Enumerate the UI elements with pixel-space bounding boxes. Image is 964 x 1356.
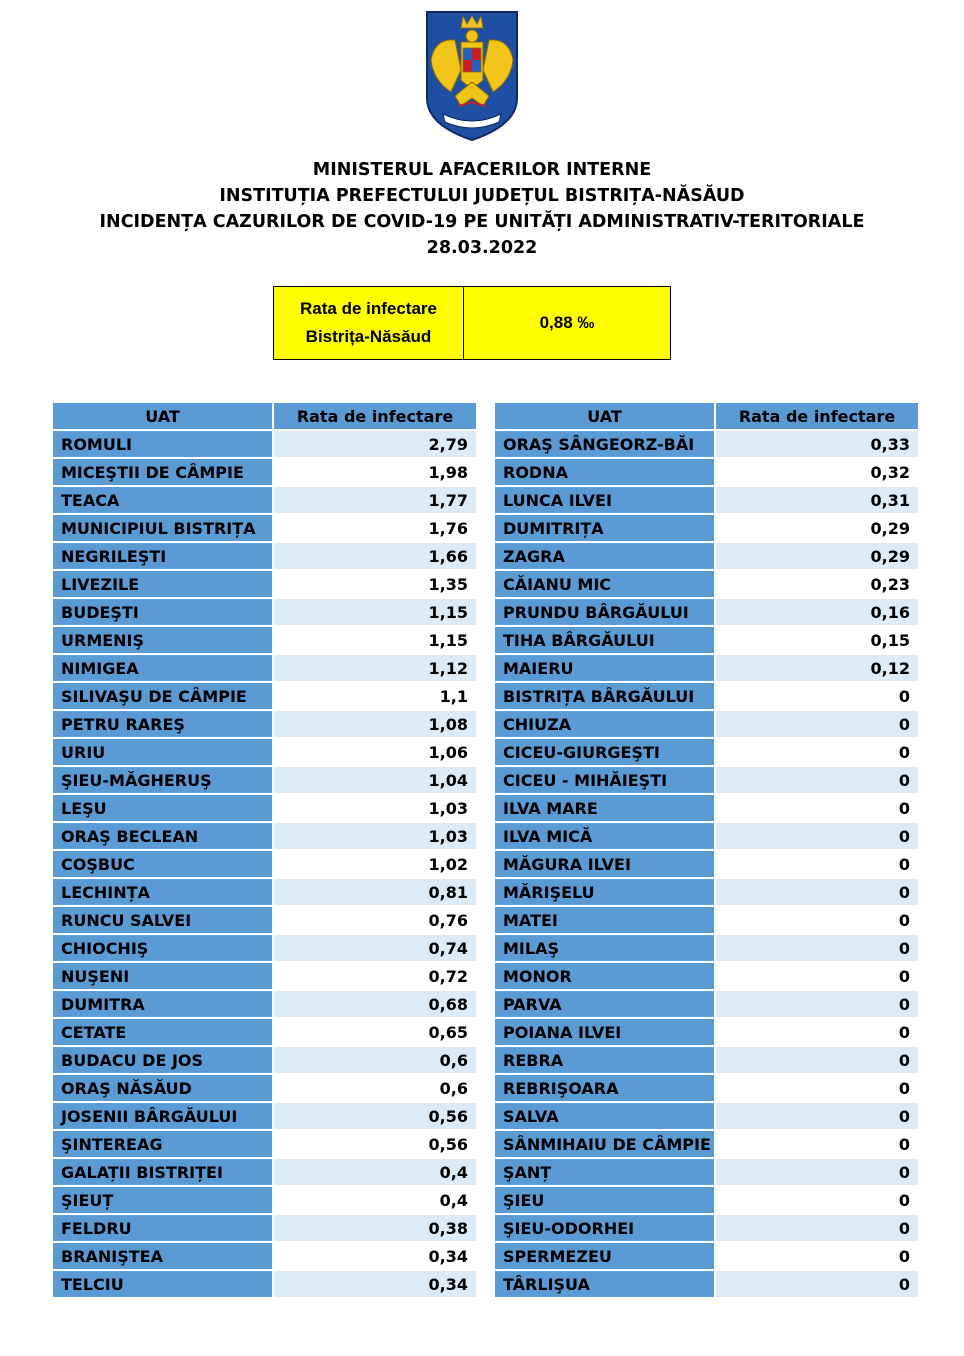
- uat-name-cell: CETATE: [53, 1018, 273, 1046]
- uat-name-cell: RODNA: [495, 458, 715, 486]
- infection-rate-cell: 0: [715, 1102, 918, 1130]
- uat-name-cell: MICEŞTII DE CÂMPIE: [53, 458, 273, 486]
- uat-name-cell: RUNCU SALVEI: [53, 906, 273, 934]
- uat-name-cell: BUDEŞTI: [53, 598, 273, 626]
- column-header-rate: Rata de infectare: [273, 403, 476, 430]
- uat-name-cell: CICEU - MIHĂIEŞTI: [495, 766, 715, 794]
- table-row: [53, 990, 476, 1018]
- infection-rate-cell: 0: [715, 990, 918, 1018]
- uat-name-cell: NIMIGEA: [53, 654, 273, 682]
- uat-name-cell: MUNICIPIUL BISTRIȚA: [53, 514, 273, 542]
- uat-name-cell: ORAŞ NĂSĂUD: [53, 1074, 273, 1102]
- infection-rate-cell: 0: [715, 1074, 918, 1102]
- table-row: [53, 1074, 476, 1102]
- uat-name-cell: URMENIŞ: [53, 626, 273, 654]
- uat-name-cell: BUDACU DE JOS: [53, 1046, 273, 1074]
- infection-rate-cell: 1,12: [273, 654, 476, 682]
- infection-rate-cell: 0,38: [273, 1214, 476, 1242]
- table-row: [53, 682, 476, 710]
- table-row: [495, 1018, 918, 1046]
- report-title: INCIDENȚA CAZURILOR DE COVID-19 PE UNITĂȚI ADMINISTRATIV-TERITORIALE: [99, 212, 865, 232]
- infection-rate-cell: 0: [715, 850, 918, 878]
- uat-name-cell: PARVA: [495, 990, 715, 1018]
- uat-name-cell: ŞIEU-MĂGHERUŞ: [53, 766, 273, 794]
- table-row: [495, 822, 918, 850]
- uat-name-cell: NEGRILEŞTI: [53, 542, 273, 570]
- uat-name-cell: TIHA BÂRGĂULUI: [495, 626, 715, 654]
- table-row: [495, 794, 918, 822]
- infection-rate-cell: 0: [715, 878, 918, 906]
- infection-rate-cell: 0: [715, 1186, 918, 1214]
- infection-rate-cell: 0,33: [715, 430, 918, 458]
- infection-rate-cell: 1,08: [273, 710, 476, 738]
- table-row: [53, 850, 476, 878]
- infection-rate-cell: 0,56: [273, 1130, 476, 1158]
- infection-rate-cell: 1,06: [273, 738, 476, 766]
- table-row: [495, 682, 918, 710]
- uat-name-cell: POIANA ILVEI: [495, 1018, 715, 1046]
- infection-rate-cell: 0: [715, 710, 918, 738]
- uat-name-cell: PETRU RAREŞ: [53, 710, 273, 738]
- infection-rate-cell: 0: [715, 682, 918, 710]
- table-row: [53, 934, 476, 962]
- table-row: [53, 878, 476, 906]
- table-row: [495, 1270, 918, 1298]
- uat-name-cell: REBRIŞOARA: [495, 1074, 715, 1102]
- ministry-title: MINISTERUL AFACERILOR INTERNE: [312, 160, 652, 180]
- table-row: [53, 710, 476, 738]
- uat-name-cell: BISTRIȚA BÂRGĂULUI: [495, 682, 715, 710]
- table-row: [53, 1018, 476, 1046]
- infection-rate-cell: 0: [715, 962, 918, 990]
- uat-name-cell: LECHINȚA: [53, 878, 273, 906]
- uat-name-cell: SALVA: [495, 1102, 715, 1130]
- column-header-rate: Rata de infectare: [715, 403, 918, 430]
- infection-rate-cell: 1,03: [273, 822, 476, 850]
- infection-rate-cell: 0,6: [273, 1046, 476, 1074]
- coat-of-arms-emblem: [425, 10, 519, 142]
- infection-rate-cell: 0: [715, 822, 918, 850]
- infection-rate-cell: 0: [715, 738, 918, 766]
- uat-name-cell: TÂRLIŞUA: [495, 1270, 715, 1298]
- infection-rate-cell: 0,31: [715, 486, 918, 514]
- infection-rate-cell: 0,6: [273, 1074, 476, 1102]
- table-row: [53, 626, 476, 654]
- table-row: [495, 626, 918, 654]
- table-row: [495, 878, 918, 906]
- infection-rate-cell: 0,65: [273, 1018, 476, 1046]
- table-row: [53, 1270, 476, 1298]
- uat-name-cell: CHIOCHIŞ: [53, 934, 273, 962]
- infection-rate-cell: 1,15: [273, 598, 476, 626]
- uat-name-cell: PRUNDU BÂRGĂULUI: [495, 598, 715, 626]
- uat-name-cell: LUNCA ILVEI: [495, 486, 715, 514]
- table-header-row: [495, 403, 918, 430]
- table-row: [53, 962, 476, 990]
- uat-name-cell: ŞANȚ: [495, 1158, 715, 1186]
- infection-rate-cell: 0,56: [273, 1102, 476, 1130]
- infection-rate-cell: 0,81: [273, 878, 476, 906]
- table-row: [53, 766, 476, 794]
- table-row: [495, 542, 918, 570]
- table-row: [53, 1242, 476, 1270]
- uat-name-cell: TEACA: [53, 486, 273, 514]
- infection-rate-cell: 2,79: [273, 430, 476, 458]
- uat-name-cell: MĂGURA ILVEI: [495, 850, 715, 878]
- infection-rate-cell: 0,15: [715, 626, 918, 654]
- table-row: [53, 1158, 476, 1186]
- uat-name-cell: FELDRU: [53, 1214, 273, 1242]
- table-row: [495, 934, 918, 962]
- uat-name-cell: MĂRIŞELU: [495, 878, 715, 906]
- table-row: [495, 850, 918, 878]
- table-row: [495, 906, 918, 934]
- table-row: [495, 598, 918, 626]
- uat-name-cell: JOSENII BÂRGĂULUI: [53, 1102, 273, 1130]
- table-row: [53, 1102, 476, 1130]
- uat-name-cell: URIU: [53, 738, 273, 766]
- table-row: [53, 542, 476, 570]
- infection-rate-cell: 0,12: [715, 654, 918, 682]
- infection-rate-cell: 1,35: [273, 570, 476, 598]
- table-row: [53, 794, 476, 822]
- uat-name-cell: MAIERU: [495, 654, 715, 682]
- infection-rate-cell: 0,68: [273, 990, 476, 1018]
- table-row: [495, 430, 918, 458]
- infection-rate-cell: 0,29: [715, 514, 918, 542]
- infection-rate-cell: 0,76: [273, 906, 476, 934]
- infection-rate-cell: 1,1: [273, 682, 476, 710]
- infection-rate-cell: 1,03: [273, 794, 476, 822]
- county-rate-box: [273, 286, 671, 360]
- table-row: [495, 514, 918, 542]
- uat-name-cell: ORAŞ BECLEAN: [53, 822, 273, 850]
- table-row: [495, 1242, 918, 1270]
- table-header-row: [53, 403, 476, 430]
- table-row: [53, 906, 476, 934]
- table-row: [495, 1186, 918, 1214]
- infection-rate-cell: 0,4: [273, 1186, 476, 1214]
- infection-rate-cell: 0: [715, 1270, 918, 1298]
- uat-name-cell: DUMITRIȚA: [495, 514, 715, 542]
- infection-rate-cell: 0,29: [715, 542, 918, 570]
- table-row: [53, 1186, 476, 1214]
- table-row: [53, 598, 476, 626]
- uat-name-cell: DUMITRA: [53, 990, 273, 1018]
- uat-name-cell: ILVA MICĂ: [495, 822, 715, 850]
- uat-name-cell: TELCIU: [53, 1270, 273, 1298]
- table-row: [53, 570, 476, 598]
- infection-rate-cell: 0: [715, 766, 918, 794]
- infection-rate-cell: 1,02: [273, 850, 476, 878]
- table-row: [53, 654, 476, 682]
- infection-rate-cell: 1,76: [273, 514, 476, 542]
- uat-name-cell: LEŞU: [53, 794, 273, 822]
- table-row: [495, 570, 918, 598]
- column-header-uat: UAT: [495, 403, 715, 430]
- uat-name-cell: REBRA: [495, 1046, 715, 1074]
- uat-name-cell: ILVA MARE: [495, 794, 715, 822]
- county-rate-label: [274, 287, 464, 359]
- table-row: [495, 710, 918, 738]
- uat-table-left-body: [53, 430, 476, 1298]
- table-row: [495, 654, 918, 682]
- infection-rate-cell: 0,32: [715, 458, 918, 486]
- infection-rate-cell: 0,34: [273, 1242, 476, 1270]
- uat-name-cell: SÂNMIHAIU DE CÂMPIE: [495, 1130, 715, 1158]
- uat-name-cell: ŞIEUȚ: [53, 1186, 273, 1214]
- uat-name-cell: SILIVAŞU DE CÂMPIE: [53, 682, 273, 710]
- table-row: [53, 738, 476, 766]
- rate-label-line2: Bistrița-Năsăud: [305, 327, 432, 346]
- uat-name-cell: MATEI: [495, 906, 715, 934]
- uat-table-right-body: [495, 430, 918, 1298]
- infection-rate-cell: 0,4: [273, 1158, 476, 1186]
- table-row: [53, 822, 476, 850]
- infection-rate-cell: 1,98: [273, 458, 476, 486]
- table-row: [495, 1102, 918, 1130]
- uat-name-cell: MONOR: [495, 962, 715, 990]
- table-row: [53, 514, 476, 542]
- uat-name-cell: ORAŞ SÂNGEORZ-BĂI: [495, 430, 715, 458]
- infection-rate-cell: 1,77: [273, 486, 476, 514]
- county-rate-value: 0,88 ‰: [539, 313, 595, 332]
- table-row: [53, 1130, 476, 1158]
- uat-name-cell: NUŞENI: [53, 962, 273, 990]
- uat-name-cell: ŞINTEREAG: [53, 1130, 273, 1158]
- column-header-uat: UAT: [53, 403, 273, 430]
- infection-rate-cell: 0,16: [715, 598, 918, 626]
- table-row: [53, 1214, 476, 1242]
- uat-name-cell: CICEU-GIURGEŞTI: [495, 738, 715, 766]
- table-row: [495, 1158, 918, 1186]
- infection-rate-cell: 0: [715, 1046, 918, 1074]
- table-row: [495, 990, 918, 1018]
- infection-rate-cell: 0: [715, 794, 918, 822]
- table-row: [53, 430, 476, 458]
- table-row: [495, 962, 918, 990]
- uat-name-cell: ŞIEU: [495, 1186, 715, 1214]
- uat-name-cell: ZAGRA: [495, 542, 715, 570]
- table-row: [495, 1046, 918, 1074]
- uat-name-cell: GALAȚII BISTRIȚEI: [53, 1158, 273, 1186]
- infection-rate-cell: 0: [715, 1158, 918, 1186]
- infection-rate-cell: 0: [715, 1018, 918, 1046]
- uat-table-left: [53, 403, 476, 1299]
- infection-rate-cell: 0: [715, 1242, 918, 1270]
- prefecture-title: INSTITUȚIA PREFECTULUI JUDEȚUL BISTRIȚA-NĂSĂUD: [219, 186, 745, 206]
- infection-rate-cell: 0,74: [273, 934, 476, 962]
- table-row: [53, 486, 476, 514]
- uat-name-cell: CĂIANU MIC: [495, 570, 715, 598]
- table-row: [495, 738, 918, 766]
- table-row: [495, 1130, 918, 1158]
- table-row: [495, 1214, 918, 1242]
- rate-label-line1: Rata de infectare: [300, 299, 437, 318]
- uat-name-cell: ŞIEU-ODORHEI: [495, 1214, 715, 1242]
- infection-rate-cell: 0: [715, 906, 918, 934]
- table-row: [495, 486, 918, 514]
- uat-name-cell: MILAŞ: [495, 934, 715, 962]
- infection-rate-cell: 1,15: [273, 626, 476, 654]
- uat-table-right: [495, 403, 918, 1299]
- report-date: 28.03.2022: [426, 238, 538, 258]
- table-row: [53, 1046, 476, 1074]
- uat-name-cell: COŞBUC: [53, 850, 273, 878]
- uat-name-cell: CHIUZA: [495, 710, 715, 738]
- infection-rate-cell: 0,72: [273, 962, 476, 990]
- infection-rate-cell: 0: [715, 1214, 918, 1242]
- infection-rate-cell: 0,34: [273, 1270, 476, 1298]
- table-row: [53, 458, 476, 486]
- infection-rate-cell: 0: [715, 1130, 918, 1158]
- uat-name-cell: SPERMEZEU: [495, 1242, 715, 1270]
- table-row: [495, 766, 918, 794]
- infection-rate-cell: 0,23: [715, 570, 918, 598]
- table-row: [495, 1074, 918, 1102]
- uat-name-cell: ROMULI: [53, 430, 273, 458]
- infection-rate-cell: 0: [715, 934, 918, 962]
- table-row: [495, 458, 918, 486]
- infection-rate-cell: 1,66: [273, 542, 476, 570]
- document-heading: [0, 157, 964, 261]
- infection-rate-cell: 1,04: [273, 766, 476, 794]
- uat-name-cell: LIVEZILE: [53, 570, 273, 598]
- uat-name-cell: BRANIŞTEA: [53, 1242, 273, 1270]
